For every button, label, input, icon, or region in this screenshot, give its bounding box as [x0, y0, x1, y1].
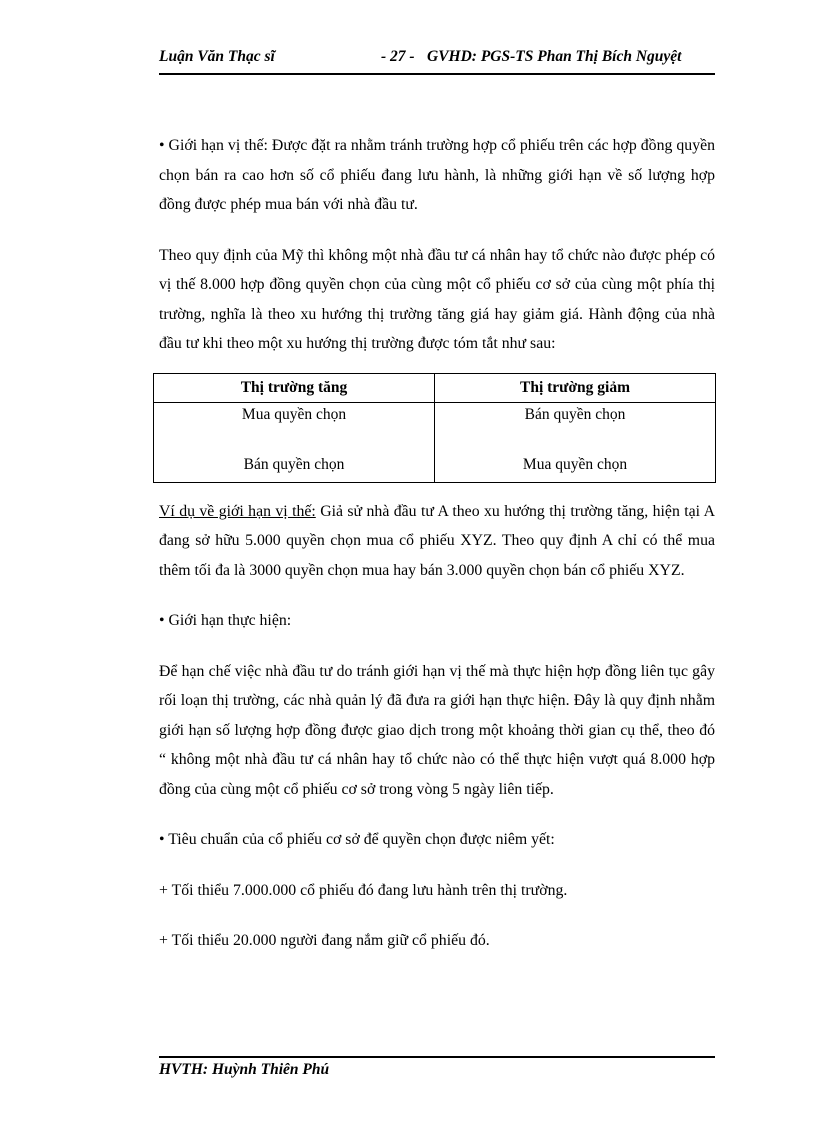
- header-supervisor: GVHD: PGS-TS Phan Thị Bích Nguyệt: [427, 48, 682, 65]
- paragraph-exercise-limit: Để hạn chế việc nhà đầu tư do tránh giới hạn vị thế mà thực hiện hợp đồng liên tục gây rối loạn thị trường, các nhà quản lý đã đưa ra giới hạn thực hiện. Đây là quy định nhằm giới hạn số lượng hợp đồng được giao dịch trong một khoảng thời gian cụ thể, theo đó “ không một nhà đầu tư cá nhân hay tổ chức nào có thể thực hiện vượt quá 8.000 hợp đồng của cùng một cổ phiếu cơ sở trong vòng 5 ngày liên tiếp.: [159, 662, 715, 798]
- header-divider: [159, 73, 715, 75]
- cell-text: Mua quyền chọn: [522, 455, 628, 473]
- table-header-row: [154, 373, 716, 402]
- header-thesis-title: Luận Văn Thạc sĩ: [159, 48, 275, 65]
- example-text: Giả sử nhà đầu tư A theo xu hướng thị trường tăng, hiện tại A đang sở hữu 5.000 quyền chọn mua cổ phiếu XYZ. Theo quy định A chỉ có thể mua thêm tối đa là 3000 quyền chọn mua hay bán 3.000 quyền chọn bán cổ phiếu XYZ.: [159, 502, 715, 579]
- cell-text: Bán quyền chọn: [243, 455, 345, 473]
- table-header-rising: Thị trường tăng: [154, 373, 435, 402]
- paragraph-criterion-holders: + Tối thiểu 20.000 người đang nắm giữ cổ phiếu đó.: [159, 932, 490, 949]
- table-cell-rising: [154, 402, 435, 482]
- table-row: [154, 402, 716, 482]
- table-cell-falling: [435, 402, 716, 482]
- footer-divider: [159, 1056, 715, 1058]
- paragraph-example: [159, 497, 715, 586]
- cell-text: Mua quyền chọn: [241, 405, 347, 423]
- page-header: [159, 48, 715, 72]
- example-label: Ví dụ về giới hạn vị thế:: [159, 502, 316, 520]
- header-page-number: - 27 -: [381, 48, 415, 65]
- paragraph-listing-criteria: • Tiêu chuẩn của cổ phiếu cơ sở để quyền chọn được niêm yết:: [159, 831, 555, 848]
- footer-author: HVTH: Huỳnh Thiên Phú: [159, 1061, 330, 1078]
- paragraph-criterion-shares: + Tối thiểu 7.000.000 cổ phiếu đó đang lưu hành trên thị trường.: [159, 881, 568, 899]
- paragraph-position-limit: • Giới hạn vị thế: Được đặt ra nhằm tránh trường hợp cổ phiếu trên các hợp đồng quyền chọn bán ra cao hơn số cổ phiếu đang lưu hành, là những giới hạn về số lượng hợp đồng được phép mua bán với nhà đầu tư.: [159, 137, 715, 213]
- cell-text: Bán quyền chọn: [524, 405, 626, 423]
- page-body: [159, 131, 715, 977]
- table-header-falling: Thị trường giảm: [435, 373, 716, 402]
- market-direction-table: [153, 373, 716, 483]
- paragraph-us-regulation: Theo quy định của Mỹ thì không một nhà đầu tư cá nhân hay tổ chức nào được phép có vị thế 8.000 hợp đồng quyền chọn của cùng một cổ phiếu cơ sở của cùng một phía thị trường, nghĩa là theo xu hướng thị trường tăng giá hay giảm giá. Hành động của nhà đầu tư khi theo một xu hướng thị trường được tóm tắt như sau:: [159, 246, 715, 352]
- paragraph-exercise-limit-title: • Giới hạn thực hiện:: [159, 612, 292, 629]
